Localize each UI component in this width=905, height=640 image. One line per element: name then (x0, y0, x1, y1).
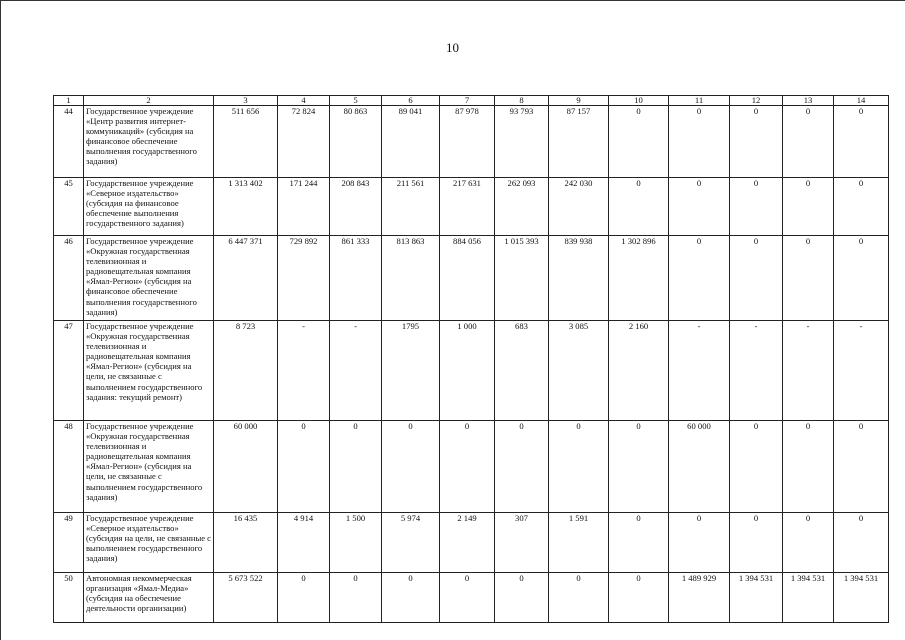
value-cell-col-13: 0 (783, 421, 834, 513)
value-cell-col-3: 8 723 (214, 321, 278, 421)
value-cell-col-13: 1 394 531 (783, 573, 834, 623)
row-number-cell: 46 (54, 236, 84, 321)
column-header-13: 13 (783, 96, 834, 106)
value-cell-col-3: 6 447 371 (214, 236, 278, 321)
column-header-4: 4 (278, 96, 330, 106)
value-cell-col-9: 242 030 (549, 178, 609, 236)
table-row (54, 513, 889, 573)
value-cell-col-12: 1 394 531 (730, 573, 783, 623)
value-cell-col-10: 0 (609, 573, 669, 623)
row-number-cell: 50 (54, 573, 84, 623)
table-body (54, 96, 889, 623)
value-cell-col-7: 87 978 (440, 106, 495, 178)
value-cell-col-4: 72 824 (278, 106, 330, 178)
value-cell-col-9: 0 (549, 421, 609, 513)
value-cell-col-13: 0 (783, 178, 834, 236)
value-cell-col-6: 0 (382, 573, 440, 623)
column-header-12: 12 (730, 96, 783, 106)
column-header-5: 5 (330, 96, 382, 106)
value-cell-col-5: 861 333 (330, 236, 382, 321)
column-header-10: 10 (609, 96, 669, 106)
value-cell-col-11: 1 489 929 (669, 573, 730, 623)
column-header-9: 9 (549, 96, 609, 106)
value-cell-col-9: 87 157 (549, 106, 609, 178)
institution-name-cell: Государственное учреждение «Окружная государственная телевизионная и радиовещательная компания «Ямал-Регион» (субсидия на цели, не связанные с выполнением государственного задания: текущий ремонт) (84, 321, 214, 421)
value-cell-col-12: 0 (730, 513, 783, 573)
value-cell-col-13: 0 (783, 106, 834, 178)
value-cell-col-8: 1 015 393 (495, 236, 549, 321)
value-cell-col-12: 0 (730, 421, 783, 513)
value-cell-col-14: 0 (834, 421, 889, 513)
value-cell-col-3: 1 313 402 (214, 178, 278, 236)
value-cell-col-5: 80 863 (330, 106, 382, 178)
value-cell-col-9: 839 938 (549, 236, 609, 321)
institution-name-cell: Государственное учреждение «Окружная государственная телевизионная и радиовещательная компания «Ямал-Регион» (субсидия на цели, не связанные с выполнением государственного задания) (84, 421, 214, 513)
column-header-3: 3 (214, 96, 278, 106)
table-row (54, 321, 889, 421)
value-cell-col-13: 0 (783, 236, 834, 321)
value-cell-col-6: 813 863 (382, 236, 440, 321)
value-cell-col-10: 0 (609, 513, 669, 573)
value-cell-col-14: 1 394 531 (834, 573, 889, 623)
value-cell-col-4: - (278, 321, 330, 421)
value-cell-col-11: 60 000 (669, 421, 730, 513)
value-cell-col-7: 0 (440, 421, 495, 513)
value-cell-col-6: 89 041 (382, 106, 440, 178)
row-number-cell: 47 (54, 321, 84, 421)
value-cell-col-8: 93 793 (495, 106, 549, 178)
value-cell-col-10: 0 (609, 106, 669, 178)
institution-name-cell: Государственное учреждение «Центр развития интернет-коммуникаций» (субсидия на финансовое обеспечение выполнения государственного задания) (84, 106, 214, 178)
value-cell-col-5: 0 (330, 421, 382, 513)
row-number-cell: 48 (54, 421, 84, 513)
value-cell-col-5: 1 500 (330, 513, 382, 573)
row-number-cell: 49 (54, 513, 84, 573)
value-cell-col-7: 0 (440, 573, 495, 623)
value-cell-col-9: 0 (549, 573, 609, 623)
value-cell-col-9: 3 085 (549, 321, 609, 421)
value-cell-col-8: 262 093 (495, 178, 549, 236)
value-cell-col-14: 0 (834, 236, 889, 321)
value-cell-col-14: 0 (834, 106, 889, 178)
value-cell-col-14: 0 (834, 178, 889, 236)
value-cell-col-6: 5 974 (382, 513, 440, 573)
value-cell-col-6: 0 (382, 421, 440, 513)
value-cell-col-10: 2 160 (609, 321, 669, 421)
value-cell-col-7: 217 631 (440, 178, 495, 236)
value-cell-col-5: - (330, 321, 382, 421)
value-cell-col-13: - (783, 321, 834, 421)
value-cell-col-4: 729 892 (278, 236, 330, 321)
value-cell-col-11: 0 (669, 236, 730, 321)
value-cell-col-3: 511 656 (214, 106, 278, 178)
table-row (54, 421, 889, 513)
column-header-7: 7 (440, 96, 495, 106)
value-cell-col-8: 0 (495, 421, 549, 513)
value-cell-col-8: 0 (495, 573, 549, 623)
institution-name-cell: Государственное учреждение «Северное издательство» (субсидия на финансовое обеспечение выполнения государственного задания) (84, 178, 214, 236)
value-cell-col-12: 0 (730, 106, 783, 178)
value-cell-col-4: 0 (278, 421, 330, 513)
table-header-row (54, 96, 889, 106)
value-cell-col-11: 0 (669, 513, 730, 573)
value-cell-col-10: 1 302 896 (609, 236, 669, 321)
value-cell-col-12: - (730, 321, 783, 421)
value-cell-col-6: 1795 (382, 321, 440, 421)
column-header-8: 8 (495, 96, 549, 106)
institution-name-cell: Автономная некоммерческая организация «Ямал-Медиа» (субсидия на обеспечение деятельности организации) (84, 573, 214, 623)
value-cell-col-11: 0 (669, 106, 730, 178)
row-number-cell: 44 (54, 106, 84, 178)
page-number: 10 (446, 40, 459, 55)
value-cell-col-10: 0 (609, 421, 669, 513)
value-cell-col-3: 16 435 (214, 513, 278, 573)
value-cell-col-14: 0 (834, 513, 889, 573)
value-cell-col-7: 1 000 (440, 321, 495, 421)
table-row (54, 573, 889, 623)
value-cell-col-7: 2 149 (440, 513, 495, 573)
column-header-2: 2 (84, 96, 214, 106)
column-header-11: 11 (669, 96, 730, 106)
value-cell-col-4: 0 (278, 573, 330, 623)
value-cell-col-5: 0 (330, 573, 382, 623)
table-row (54, 236, 889, 321)
page-border-left (0, 0, 1, 640)
column-header-14: 14 (834, 96, 889, 106)
value-cell-col-3: 60 000 (214, 421, 278, 513)
row-number-cell: 45 (54, 178, 84, 236)
table-row (54, 178, 889, 236)
value-cell-col-13: 0 (783, 513, 834, 573)
value-cell-col-8: 683 (495, 321, 549, 421)
budget-table (53, 95, 889, 623)
value-cell-col-12: 0 (730, 236, 783, 321)
column-header-1: 1 (54, 96, 84, 106)
institution-name-cell: Государственное учреждение «Окружная государственная телевизионная и радиовещательная компания «Ямал-Регион» (субсидия на финансовое обеспечение выполнения государственного задания) (84, 236, 214, 321)
value-cell-col-11: - (669, 321, 730, 421)
value-cell-col-4: 4 914 (278, 513, 330, 573)
value-cell-col-8: 307 (495, 513, 549, 573)
table-row (54, 106, 889, 178)
value-cell-col-11: 0 (669, 178, 730, 236)
value-cell-col-9: 1 591 (549, 513, 609, 573)
value-cell-col-4: 171 244 (278, 178, 330, 236)
value-cell-col-7: 884 056 (440, 236, 495, 321)
value-cell-col-14: - (834, 321, 889, 421)
column-header-6: 6 (382, 96, 440, 106)
value-cell-col-3: 5 673 522 (214, 573, 278, 623)
value-cell-col-12: 0 (730, 178, 783, 236)
value-cell-col-10: 0 (609, 178, 669, 236)
value-cell-col-5: 208 843 (330, 178, 382, 236)
value-cell-col-6: 211 561 (382, 178, 440, 236)
institution-name-cell: Государственное учреждение «Северное издательство» (субсидия на цели, не связанные с выполнением государственного задания) (84, 513, 214, 573)
page-border-top (0, 0, 905, 1)
